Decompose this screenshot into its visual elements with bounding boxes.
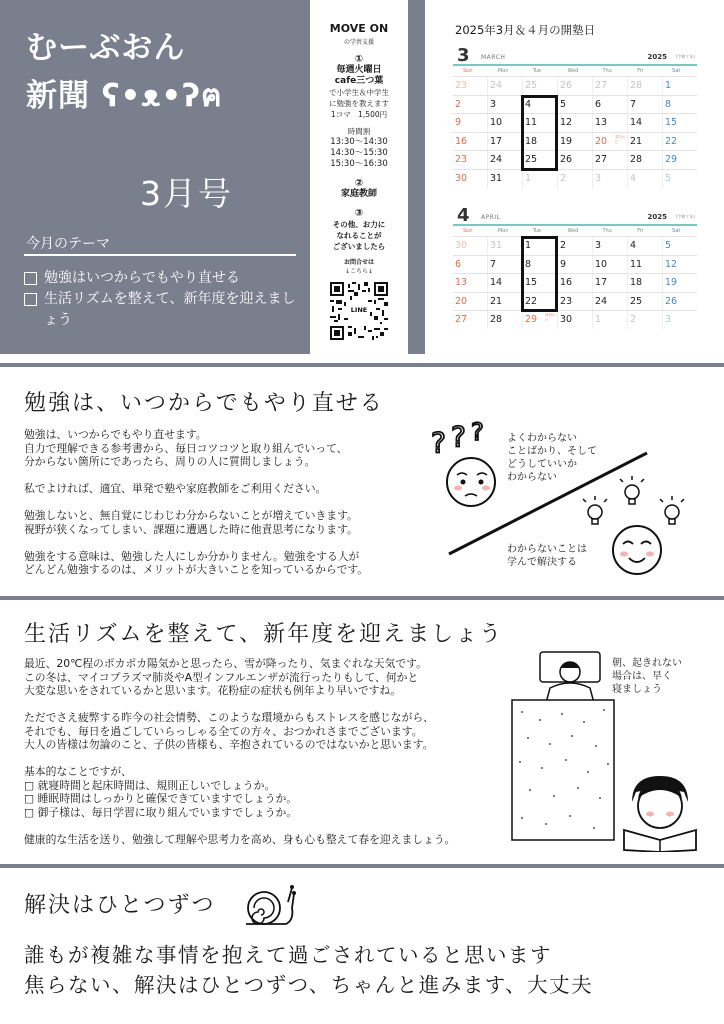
calendar-day: 19 (665, 277, 678, 289)
calendar-day: 2 (558, 237, 593, 255)
month-name: APRIL (481, 214, 501, 221)
paragraph (24, 482, 434, 496)
section-divider (0, 864, 724, 868)
checkbox-icon (24, 272, 37, 285)
closing-line-1: 誰もが複雑な事情を抱えて過ごされていると思います (24, 943, 552, 967)
snail-icon (240, 880, 298, 932)
paragraph (24, 765, 514, 819)
illustration-note (612, 657, 682, 696)
calendar-week (453, 132, 697, 151)
calendar-day: 26 (558, 151, 593, 169)
text-line: 最近、20℃程のポカポカ陽気かと思ったら、雪が降ったり、気まぐれな天気です。 (24, 657, 427, 670)
calendar-day: 17 (593, 274, 628, 292)
calendar-day: 25 (523, 151, 558, 169)
calendar-day: 21 (488, 293, 523, 311)
day-of-week-label: Thu (602, 68, 612, 74)
day-of-week-label: Wed (567, 228, 579, 234)
svg-text:?: ? (431, 426, 446, 459)
month-number: 3 (457, 45, 470, 66)
paragraph (24, 833, 514, 847)
header-accent-bar (408, 0, 425, 354)
calendar-day: 1 (523, 170, 558, 188)
calendar-day: 24 (593, 293, 628, 311)
day-of-week-label: Sat (672, 68, 681, 74)
paragraph (24, 428, 434, 469)
calendar-day: 27 (453, 311, 488, 329)
calendar-day: 1 (665, 80, 672, 91)
day-of-week-label: Tue (532, 68, 542, 74)
calendar-day: 1 (593, 311, 628, 329)
calendar-week (453, 292, 697, 311)
calendar-day: 10 (488, 114, 523, 132)
text-line: それでも、毎日を過ごしていらっしゃる全ての方々、おつかれさまでございます。 (24, 724, 423, 738)
text-line: 大人の皆様は勿論のこと、子供の皆様も、辛抱されているのではないかと思います。 (24, 738, 434, 751)
day-of-week-label: Sun (463, 228, 473, 234)
calendar-day: 13 (453, 274, 488, 292)
calendar-day: 8 (665, 98, 672, 110)
timetable-label: 時間割 (347, 127, 371, 136)
calendar-day: 3 (593, 237, 628, 255)
calendar-day: 11 (523, 114, 558, 132)
calendar-day: 15 (523, 274, 558, 292)
text-line: 視野が狭くなってしまい、課題に遭遇した時に他責思考になります。 (24, 522, 358, 536)
note-line: よくわからない (507, 433, 577, 444)
calendar-day: 5 (665, 172, 672, 184)
info-venue: cafe三つ葉 (334, 76, 384, 86)
title-line-2: 新聞 ʕ•ᴥ•ʔฅ (26, 78, 223, 114)
info-day: 毎週火曜日 (336, 65, 382, 75)
newsletter-title (26, 24, 223, 120)
calendar-day: 20 (453, 293, 488, 311)
calendar-panel (425, 0, 724, 354)
service-number-2: ② (354, 178, 364, 189)
calendar-day: 3 (488, 96, 523, 114)
calendar-day: 2 (628, 311, 663, 329)
calendar-day: 31 (488, 170, 523, 188)
calendar-day: 17 (488, 133, 523, 151)
section-title: 勉強は、いつからでもやり直せる (24, 391, 384, 416)
calendar-day: 18 (523, 133, 558, 151)
calendar-day: 26 (665, 295, 678, 307)
closing-line-2: 焦らない、解決はひとつずつ、ちゃんと進みます、大丈夫 (24, 973, 594, 997)
note-line: 朝、起きれない (612, 658, 682, 669)
text-line: 私でよければ、適宜、単発で塾や家庭教師をご利用ください。 (24, 482, 327, 495)
calendar-day: 14 (628, 114, 663, 132)
calendar-heading: 2025年3月＆４月の開塾日 (455, 23, 596, 37)
calendar-day: 23 (558, 293, 593, 311)
note-line: わからないことは (507, 544, 587, 555)
calendar-day: 15 (665, 117, 678, 129)
note-line: 場合は、早く (612, 671, 672, 682)
section-title: 解決はひとつずつ (24, 893, 216, 918)
calendar-week (453, 95, 697, 114)
closing-message (24, 940, 593, 1000)
info-service: に勉強を教えます (329, 99, 389, 108)
theme-label: 今月のテーマ (26, 236, 110, 252)
calendar-week (453, 113, 697, 132)
calendar-day: 28 (628, 151, 663, 169)
paragraph (24, 509, 434, 536)
day-of-week-label: Tue (532, 228, 542, 234)
calendar-day: 2 (558, 170, 593, 188)
day-of-week-label: Mon (497, 228, 509, 234)
calendar-week (453, 169, 697, 188)
calendar-day: 20 春分の日 (593, 133, 628, 151)
calendar-day: 1 (523, 237, 558, 255)
newsletter-header (0, 0, 724, 354)
calendar-day: 28 (628, 77, 663, 95)
info-target: で小学生＆中学生 (329, 88, 389, 97)
calendar-day: 26 (558, 77, 593, 95)
theme-item: 勉強はいつからでもやり直せる (24, 268, 304, 289)
calendar-day: 24 (488, 151, 523, 169)
calendar-day: 7 (488, 256, 523, 274)
service-number-1: ① (354, 54, 364, 65)
calendar-april (453, 205, 697, 329)
tuesday-highlight (521, 95, 558, 171)
era-label: (令和７年) (675, 54, 695, 59)
theme-divider (24, 254, 296, 256)
calendar-day: 10 (593, 256, 628, 274)
paragraph (24, 550, 434, 577)
info-column (310, 0, 408, 354)
title-panel (0, 0, 310, 354)
theme-item: 生活リズムを整えて、新年度を迎えましょう (24, 289, 304, 331)
service-number-3: ③ (354, 208, 364, 219)
reading-child-illustration (620, 772, 700, 852)
tuesday-highlight (521, 236, 558, 312)
qr-line-label: LINE (350, 306, 368, 314)
calendar-day: 29 昭和の日 (523, 311, 558, 329)
calendar-week (453, 236, 697, 255)
calendar-day: 9 (558, 256, 593, 274)
calendar-day: 11 (628, 256, 663, 274)
issue-label: 3月号 (140, 174, 233, 213)
section-divider (0, 363, 724, 367)
contact-arrow: ↓こちら↓ (344, 268, 374, 275)
text-line: 勉強しないと、無自覚にじわじわ分からないことが増えていきます。 (24, 509, 358, 522)
paragraph (24, 711, 514, 752)
section-divider (0, 596, 724, 600)
brand-name: MOVE ON (329, 22, 389, 35)
calendar-day: 3 (593, 170, 628, 188)
calendar-day: 9 (453, 114, 488, 132)
calendar-week (453, 150, 697, 169)
calendar-week (453, 76, 697, 95)
section-title: 生活リズムを整えて、新年度を迎えましょう (24, 622, 504, 647)
holiday-label: 春分の日 (615, 134, 626, 144)
calendar-day: 23 (453, 151, 488, 169)
illustration-note (507, 543, 587, 569)
calendar-day: 12 (665, 258, 678, 270)
paragraph (24, 657, 514, 698)
timeslot: 13:30〜14:30 (330, 137, 388, 147)
calendar-day: 7 (628, 96, 663, 114)
calendar-day: 5 (665, 240, 672, 251)
holiday-label: 昭和の日 (545, 313, 556, 323)
title-line-1: むーぶおん (26, 30, 186, 66)
calendar-day: 4 (628, 170, 663, 188)
calendar-day: 28 (488, 311, 523, 329)
info-tutor: 家庭教師 (340, 189, 377, 199)
timeslot: 15:30〜16:30 (330, 159, 388, 169)
line-qr-code[interactable] (330, 282, 388, 340)
svg-text:?: ? (471, 420, 484, 446)
calendar-march (453, 45, 697, 188)
calendar-day: 19 (558, 133, 593, 151)
day-of-week-header (453, 226, 697, 236)
info-other: ございましたら (332, 242, 386, 251)
day-of-week-label: Wed (567, 68, 579, 74)
year-label: 2025 (647, 213, 667, 221)
calendar-day: 23 (453, 77, 488, 95)
day-of-week-label: Fri (637, 68, 644, 74)
calendar-day: 12 (558, 114, 593, 132)
section-body (24, 657, 514, 860)
info-other: なれることが (336, 231, 382, 240)
calendar-day: 25 (523, 77, 558, 95)
calendar-day: 5 (558, 96, 593, 114)
calendar-day: 27 (593, 77, 628, 95)
calendar-day: 22 (523, 293, 558, 311)
calendar-grid (453, 236, 697, 329)
text-line: この冬は、マイコプラズマ肺炎やA型インフルエンザが流行ったりもして、何かと (24, 670, 419, 684)
text-line: □ 御子様は、毎日学習に取り組んでいますでしょうか。 (24, 805, 298, 819)
month-number: 4 (457, 205, 470, 226)
text-line: □ 睡眠時間はしっかりと確保できていますでしょうか。 (24, 792, 298, 805)
calendar-day: 6 (593, 96, 628, 114)
day-of-week-label: Mon (497, 68, 509, 74)
calendar-day: 18 (628, 274, 663, 292)
info-other: その他、お力に (332, 220, 386, 229)
checkbox-icon (24, 293, 37, 306)
calendar-day: 30 (558, 311, 593, 329)
calendar-day: 4 (523, 96, 558, 114)
calendar-day: 13 (593, 114, 628, 132)
calendar-day: 24 (488, 77, 523, 95)
section-body (24, 428, 434, 590)
note-line: ことばかり、そして (507, 446, 597, 457)
note-line: わからない (507, 472, 557, 483)
calendar-day: 22 (665, 135, 678, 147)
calendar-day: 27 (593, 151, 628, 169)
calendar-day: 14 (488, 274, 523, 292)
info-price: 1コマ 1,500円 (330, 110, 388, 119)
calendar-day: 3 (665, 314, 672, 326)
day-of-week-header (453, 66, 697, 76)
day-of-week-label: Fri (637, 228, 644, 234)
text-line: 健康的な生活を送り、勉強して理解や思考力を高め、身も心も整えて春を迎えましょう。 (24, 832, 456, 846)
calendar-day: 30 (453, 237, 488, 255)
text-line: 基本的なことですが、 (24, 765, 132, 778)
calendar-week (453, 310, 697, 329)
text-line: 自力で理解できる参考書から、毎日コツコツと取り組んでいって、 (24, 441, 348, 455)
calendar-week (453, 273, 697, 292)
note-line: 学んで解決する (507, 557, 577, 568)
illustration-note (507, 432, 597, 484)
day-of-week-label: Sun (463, 68, 473, 74)
calendar-day: 2 (453, 96, 488, 114)
calendar-day: 30 (453, 170, 488, 188)
note-line: 寝ましょう (612, 684, 662, 695)
brand-subtitle: の学習支援 (343, 39, 374, 46)
calendar-day: 21 (628, 133, 663, 151)
day-of-week-label: Thu (602, 228, 612, 234)
note-line: どうしていいか (507, 459, 577, 470)
text-line: 勉強をする意味は、勉強した人にしか分かりません。勉強をする人が (24, 549, 360, 563)
calendar-week (453, 255, 697, 274)
svg-text:?: ? (451, 420, 466, 453)
calendar-day: 25 (628, 293, 663, 311)
calendar-day: 29 (665, 154, 678, 166)
theme-list (24, 268, 304, 331)
timeslot: 14:30〜15:30 (330, 148, 388, 158)
text-line: □ 就寝時間と起床時間は、規則正しいでしょうか。 (24, 778, 276, 792)
text-line: 大変な思いをされているかと思います。花粉症の症状も例年より早いですね。 (24, 684, 402, 697)
era-label: (令和７年) (675, 214, 695, 219)
text-line: 勉強は、いつからでもやり直せます。 (24, 428, 207, 441)
calendar-day: 4 (628, 237, 663, 255)
calendar-day: 8 (523, 256, 558, 274)
calendar-day: 6 (453, 256, 488, 274)
calendar-day: 31 (488, 237, 523, 255)
contact-label: お問合せは (343, 259, 374, 266)
calendar-day: 16 (558, 274, 593, 292)
year-label: 2025 (647, 53, 667, 61)
month-name: MARCH (481, 54, 506, 61)
text-line: どんどん勉強するのは、メリットが大きいことを知っているからです。 (24, 563, 369, 576)
text-line: ただでさえ疲弊する昨今の社会情勢、このような環境からもストレスを感じながら、 (24, 711, 434, 724)
day-of-week-label: Sat (672, 228, 681, 234)
calendar-day: 16 (453, 133, 488, 151)
text-line: 分からない箇所にであったら、周りの人に質問しましょう。 (24, 455, 316, 468)
calendar-grid (453, 76, 697, 188)
